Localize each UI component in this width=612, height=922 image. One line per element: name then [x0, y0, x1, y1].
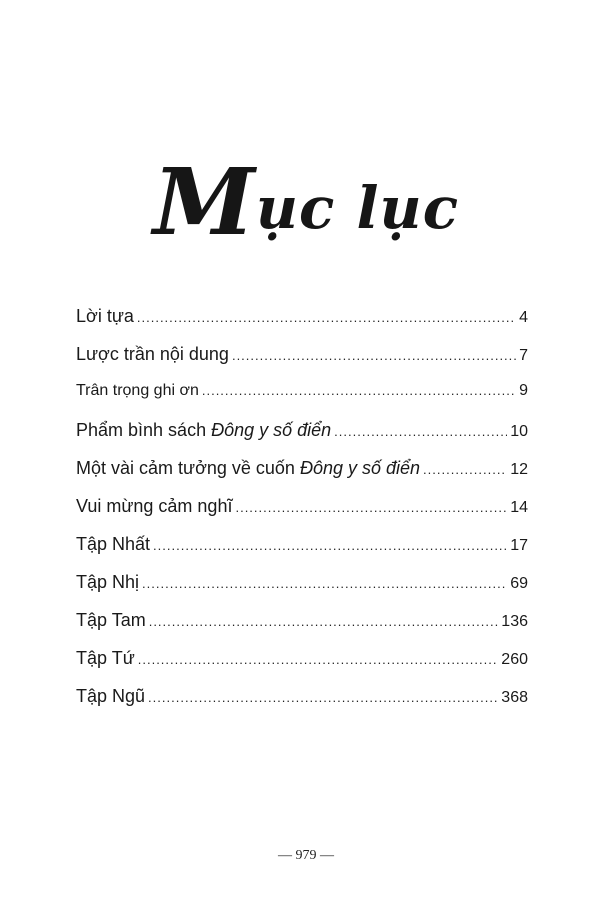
dot-leader: [149, 614, 499, 629]
dot-leader: [153, 538, 507, 553]
toc-entry-tap-nhat[interactable]: [76, 534, 528, 572]
toc-entry-tran-trong-ghi-on[interactable]: [76, 382, 528, 420]
page-title: [0, 148, 612, 256]
table-of-contents: [76, 306, 528, 724]
toc-entry-luoc-tran-noi-dung[interactable]: [76, 344, 528, 382]
toc-entry-label: Lược trần nội dung: [76, 344, 229, 364]
toc-entry-label-text: Phẩm bình sách: [76, 420, 212, 440]
dot-leader: [202, 383, 516, 398]
toc-entry-tap-tam[interactable]: [76, 610, 528, 648]
toc-entry-label: [76, 420, 331, 441]
toc-entry-page: 4: [519, 309, 528, 326]
toc-entry-label: Tập Ngũ: [76, 686, 146, 706]
toc-entry-label-italic: Đông y số điển: [211, 420, 332, 440]
toc-entry-label: Lời tựa: [76, 306, 134, 326]
title-initial: M: [152, 148, 256, 256]
toc-entry-page: 7: [519, 347, 528, 364]
toc-entry-tap-nhi[interactable]: [76, 572, 528, 610]
toc-entry-tap-tu[interactable]: [76, 648, 528, 686]
toc-entry-mot-vai-cam-tuong[interactable]: [76, 458, 528, 496]
dot-leader: [137, 310, 516, 325]
toc-entry-label: [76, 458, 420, 479]
toc-entry-label: Vui mừng cảm nghĩ: [76, 496, 233, 516]
dot-leader: [423, 462, 507, 477]
page-number: — 979 —: [278, 848, 334, 863]
toc-entry-page: 17: [510, 537, 528, 554]
toc-entry-label: Tập Tam: [76, 610, 146, 630]
toc-entry-pham-binh-sach[interactable]: [76, 420, 528, 458]
toc-entry-label: Tập Nhị: [76, 572, 140, 592]
toc-entry-tap-ngu[interactable]: [76, 686, 528, 724]
toc-entry-loi-tua[interactable]: [76, 306, 528, 344]
toc-entry-label-italic: Đông y số điển: [299, 458, 421, 478]
toc-entry-page: 69: [510, 575, 528, 592]
dot-leader: [232, 348, 516, 363]
toc-entry-label-text: Một vài cảm tưởng về cuốn: [76, 458, 300, 478]
dot-leader: [334, 424, 507, 439]
toc-entry-page: 136: [501, 613, 528, 630]
dot-leader: [148, 690, 498, 705]
dot-leader: [138, 652, 499, 667]
toc-entry-page: 9: [519, 382, 528, 399]
dot-leader: [235, 500, 507, 515]
toc-entry-page: 10: [510, 423, 528, 440]
toc-entry-page: 14: [510, 499, 528, 516]
toc-entry-page: 368: [501, 689, 528, 706]
toc-entry-vui-mung-cam-nghi[interactable]: [76, 496, 528, 534]
title-rest: ục lục: [255, 174, 460, 242]
toc-entry-page: 260: [501, 651, 528, 668]
toc-entry-label: Tập Nhất: [76, 534, 151, 554]
toc-entry-label: Tập Tứ: [76, 648, 135, 668]
toc-entry-page: 12: [510, 461, 528, 478]
toc-entry-label: Trân trọng ghi ơn: [76, 382, 199, 399]
dot-leader: [142, 576, 507, 591]
